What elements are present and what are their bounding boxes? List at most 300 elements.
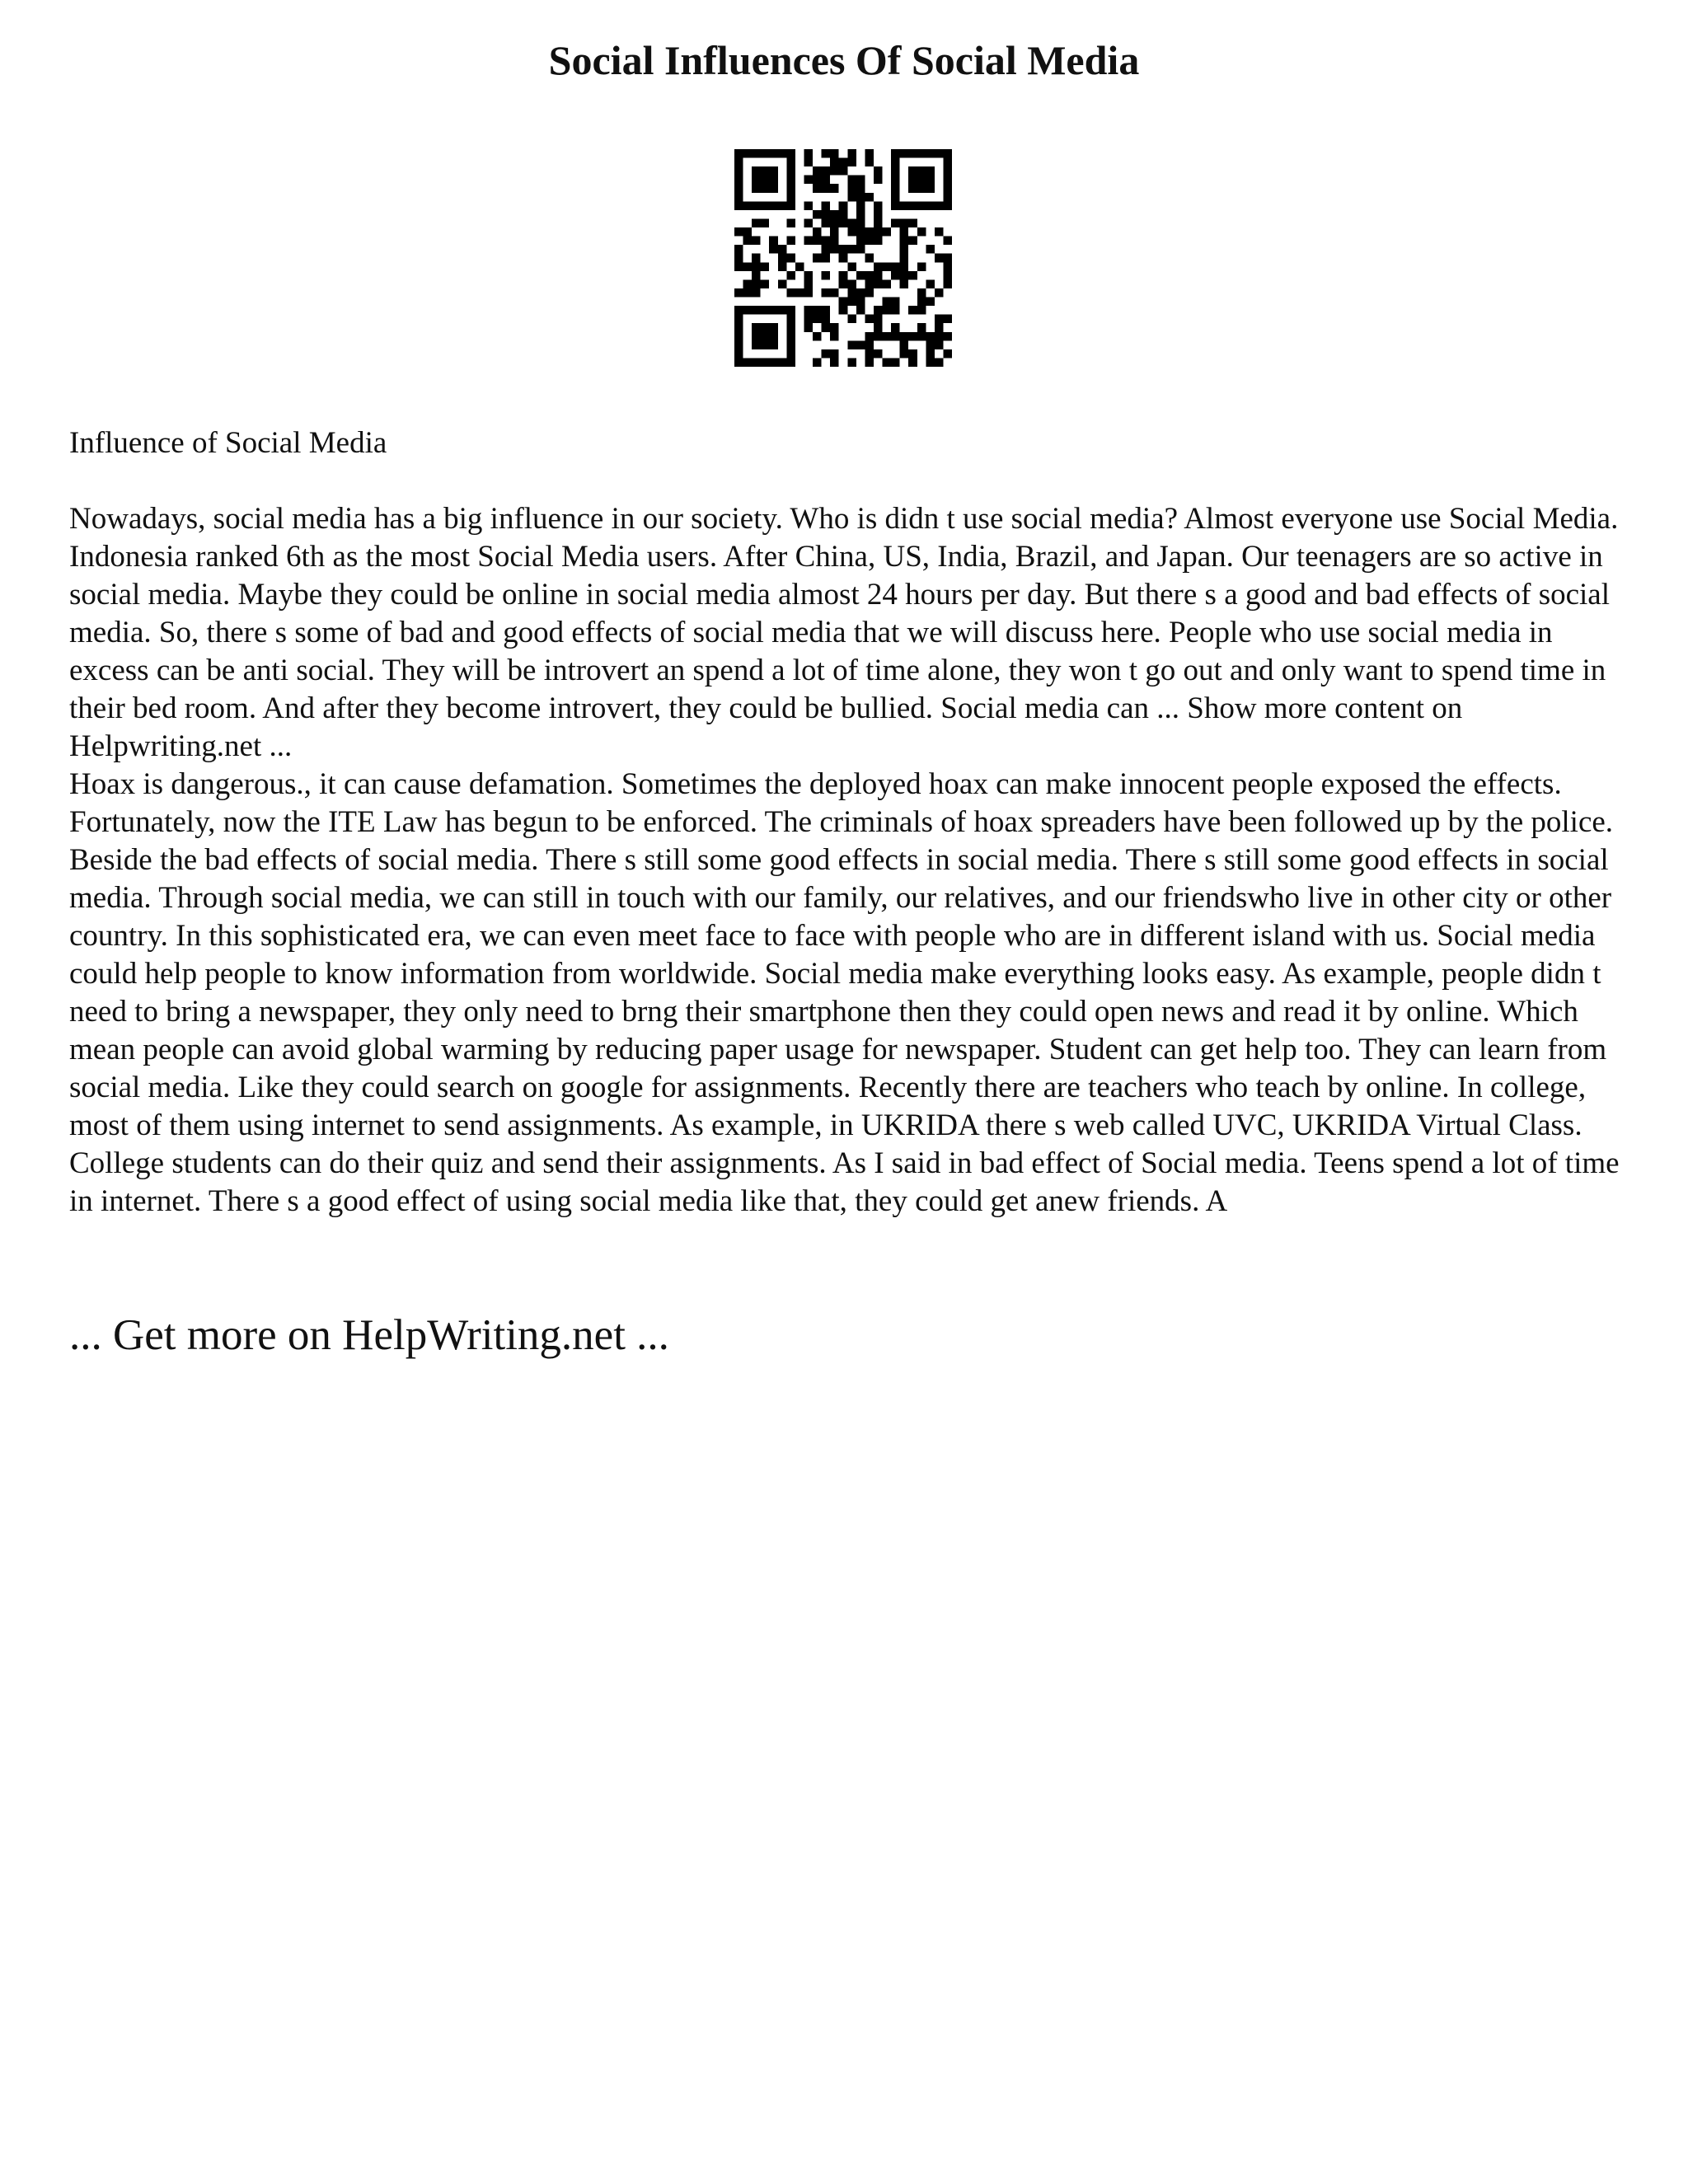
qr-module [839,201,848,210]
qr-module [847,218,856,227]
qr-module [822,306,831,315]
qr-module [926,358,935,367]
qr-module [839,279,848,288]
qr-module [935,315,944,324]
qr-module [891,358,900,367]
qr-module [822,184,831,193]
qr-module [752,288,761,298]
qr-module [830,358,839,367]
qr-module [883,262,892,271]
qr-module [917,323,926,332]
qr-module [734,254,743,263]
qr-module [734,201,743,210]
qr-module [761,332,770,341]
qr-module [734,227,743,237]
qr-module [786,306,795,315]
qr-module [786,340,795,349]
qr-module [908,166,917,176]
qr-module [891,298,900,307]
qr-module [822,288,831,298]
qr-module [926,201,935,210]
qr-module [778,149,787,158]
qr-module [786,349,795,359]
qr-module [822,323,831,332]
qr-module [874,323,883,332]
document-title: Social Influences Of Social Media [548,37,1140,83]
qr-module [935,149,944,158]
qr-module [943,332,952,341]
qr-module [856,237,865,246]
qr-module [822,176,831,185]
qr-module [856,271,865,280]
qr-module [856,227,865,237]
qr-module [935,332,944,341]
qr-module [752,166,761,176]
qr-module [891,158,900,167]
qr-module [926,166,935,176]
qr-module [874,349,883,359]
qr-module [743,262,753,271]
qr-module [822,201,831,210]
qr-module [874,201,883,210]
qr-module [926,349,935,359]
qr-module [769,323,778,332]
qr-module [883,227,892,237]
qr-module [935,340,944,349]
qr-module [786,237,795,246]
qr-module [839,271,848,280]
qr-module [813,332,822,341]
qr-module [847,149,856,158]
qr-module [804,288,813,298]
qr-module [865,340,874,349]
qr-module [943,158,952,167]
qr-module [900,279,909,288]
qr-module [813,184,822,193]
qr-module [804,315,813,324]
qr-module [883,358,892,367]
qr-module [856,218,865,227]
qr-module [734,332,743,341]
qr-module [891,323,900,332]
qr-module [856,184,865,193]
qr-module [900,254,909,263]
qr-module [943,237,952,246]
qr-module [786,254,795,263]
qr-module [822,349,831,359]
qr-module [865,254,874,263]
qr-module [917,288,926,298]
qr-module [891,193,900,202]
qr-module [865,349,874,359]
qr-module [935,254,944,263]
qr-module [734,262,743,271]
qr-module [752,332,761,341]
qr-module [847,358,856,367]
qr-module [874,237,883,246]
qr-module [822,210,831,219]
qr-module [856,193,865,202]
qr-module [874,332,883,341]
qr-module [874,271,883,280]
qr-module [917,201,926,210]
qr-module [804,149,813,158]
qr-module [804,201,813,210]
qr-module [908,271,917,280]
qr-module [891,218,900,227]
qr-module [935,358,944,367]
qr-module [752,340,761,349]
qr-module [830,288,839,298]
qr-module [778,279,787,288]
qr-module [813,358,822,367]
qr-module [769,166,778,176]
qr-module [761,358,770,367]
qr-module [943,262,952,271]
qr-module [908,184,917,193]
qr-module [786,166,795,176]
qr-module [804,218,813,227]
qr-module [778,245,787,254]
qr-module [908,358,917,367]
qr-module [830,332,839,341]
qr-module [786,201,795,210]
qr-module [943,315,952,324]
qr-module [847,298,856,307]
qr-module [874,262,883,271]
qr-module [874,218,883,227]
qr-module [900,149,909,158]
qr-module [908,176,917,185]
qr-module [734,306,743,315]
qr-module [734,193,743,202]
qr-module [856,176,865,185]
qr-module [752,358,761,367]
qr-module [743,227,753,237]
qr-module [917,306,926,315]
qr-module [926,149,935,158]
qr-module [752,149,761,158]
qr-module [830,218,839,227]
qr-module [917,262,926,271]
section-heading: Influence of Social Media [69,426,387,460]
qr-module [743,306,753,315]
qr-module [769,332,778,341]
qr-module [830,184,839,193]
qr-module [769,176,778,185]
qr-module [752,201,761,210]
qr-module [752,271,761,280]
qr-module [786,288,795,298]
qr-module [865,288,874,298]
qr-module [804,271,813,280]
qr-module [874,315,883,324]
qr-module [847,279,856,288]
qr-module [856,340,865,349]
qr-module [769,149,778,158]
qr-module [752,279,761,288]
qr-module [847,262,856,271]
qr-module [804,237,813,246]
qr-module [900,245,909,254]
qr-module [847,315,856,324]
qr-module [830,166,839,176]
qr-module [830,323,839,332]
qr-module [883,298,892,307]
qr-module [804,158,813,167]
qr-module [786,158,795,167]
qr-module [734,245,743,254]
qr-module [786,218,795,227]
qr-module [752,262,761,271]
qr-module [891,201,900,210]
qr-module [786,176,795,185]
qr-module [813,254,822,263]
qr-module [795,262,804,271]
qr-module [769,340,778,349]
qr-module [917,184,926,193]
qr-module [813,176,822,185]
qr-module [734,340,743,349]
qr-module [822,315,831,324]
qr-module [943,149,952,158]
qr-module [943,176,952,185]
qr-module [734,358,743,367]
qr-module [839,298,848,307]
qr-module [926,245,935,254]
qr-module [917,298,926,307]
qr-module [943,271,952,280]
qr-module [908,149,917,158]
qr-module [856,288,865,298]
qr-module [891,176,900,185]
qr-module [900,227,909,237]
qr-module [900,349,909,359]
qr-module [917,176,926,185]
qr-module [926,279,935,288]
qr-module [743,201,753,210]
qr-module [752,306,761,315]
qr-module [943,184,952,193]
qr-module [874,306,883,315]
qr-module [900,262,909,271]
qr-module [891,184,900,193]
qr-module [917,166,926,176]
qr-module [847,245,856,254]
qr-module [761,176,770,185]
qr-module [865,279,874,288]
qr-module [813,210,822,219]
qr-module [839,254,848,263]
qr-module [734,158,743,167]
qr-module [865,358,874,367]
qr-module [874,166,883,176]
qr-module [839,158,848,167]
qr-module [786,315,795,324]
qr-module [935,201,944,210]
qr-module [743,358,753,367]
qr-module [804,176,813,185]
qr-module [943,254,952,263]
qr-module [839,306,848,315]
qr-module [813,166,822,176]
qr-module [891,271,900,280]
qr-module [908,306,917,315]
qr-module [734,166,743,176]
qr-module [908,201,917,210]
qr-module [734,349,743,359]
qr-module [917,227,926,237]
qr-module [752,237,761,246]
qr-module [883,306,892,315]
qr-module [813,227,822,237]
qr-module [856,306,865,315]
qr-module [830,349,839,359]
qr-module [865,149,874,158]
qr-module [908,218,917,227]
qr-module [900,201,909,210]
qr-module [883,279,892,288]
qr-module [839,166,848,176]
qr-module [734,184,743,193]
qr-module [865,193,874,202]
qr-module [769,201,778,210]
qr-module [761,184,770,193]
qr-code-icon [734,149,952,367]
qr-module [856,245,865,254]
qr-module [865,237,874,246]
qr-module [752,323,761,332]
qr-module [786,193,795,202]
qr-module [830,158,839,167]
qr-module [822,271,831,280]
body-paragraph-1: Nowadays, social media has a big influence in our society. Who is didn t use social media? Almost everyone use Social Media. Indonesia ranked 6th as the most Social Media users. After China, US, India, Brazil, and Japan. Our teenagers are so active in social media. Maybe they could be online in social media almost 24 hours per day. But there s a good and bad effects of social media. So, there s some of bad and good effects of social media that we will discuss here. People who use social media in excess can be anti social. They will be introvert an spend a lot of time alone, they won t go out and only want to spend time in their bed room. And after they become introvert, they could be bullied. Social media can ... Show more content on Helpwriting.net ... [69,502,1619,763]
qr-module [943,166,952,176]
qr-module [926,176,935,185]
qr-module [752,176,761,185]
qr-module [734,315,743,324]
qr-module [900,340,909,349]
qr-module [734,288,743,298]
qr-module [865,158,874,167]
qr-module [943,279,952,288]
qr-module [761,166,770,176]
qr-module [761,323,770,332]
qr-module [804,306,813,315]
qr-module [943,349,952,359]
qr-module [813,237,822,246]
qr-module [769,358,778,367]
qr-module [874,227,883,237]
qr-module [830,149,839,158]
qr-module [926,184,935,193]
qr-module [917,149,926,158]
qr-module [734,149,743,158]
qr-module [786,323,795,332]
qr-module [752,218,761,227]
qr-module [839,210,848,219]
qr-module [935,323,944,332]
qr-module [891,149,900,158]
qr-module [926,340,935,349]
qr-module [943,201,952,210]
qr-module [908,237,917,246]
qr-module [865,315,874,324]
qr-module [874,279,883,288]
qr-module [786,358,795,367]
qr-module [926,332,935,341]
qr-module [900,332,909,341]
qr-module [891,306,900,315]
qr-module [769,306,778,315]
qr-module [830,245,839,254]
qr-module [900,271,909,280]
qr-module [900,218,909,227]
qr-module [822,237,831,246]
qr-module [786,149,795,158]
qr-module [761,279,770,288]
qr-module [847,184,856,193]
qr-module [769,245,778,254]
qr-module [856,210,865,219]
qr-module [761,340,770,349]
qr-module [804,323,813,332]
qr-module [865,332,874,341]
qr-module [822,245,831,254]
qr-module [935,288,944,298]
qr-module [917,332,926,341]
qr-module [786,271,795,280]
qr-module [839,218,848,227]
qr-module [743,149,753,158]
qr-module [856,201,865,210]
qr-module [769,237,778,246]
qr-module [795,288,804,298]
qr-module [786,332,795,341]
body-paragraph-2: Hoax is dangerous., it can cause defamation. Sometimes the deployed hoax can make innocent people exposed the effects. Fortunately, now the ITE Law has begun to be enforced. The criminals of hoax spreaders have been followed up by the police. Beside the bad effects of social media. There s still some good effects in social media. There s still some good effects in social media. Through social media, we can still in touch with our family, our relatives, and our friendswho live in other city or other country. In this sophisticated era, we can even meet face to face with people who are in different island with us. Social media could help people to know information from worldwide. Social media make everything looks easy. As example, people didn t need to bring a newspaper, they only need to brng their smartphone then they could open news and read it by online. Which mean people can avoid global warming by reducing paper usage for newspaper. Student can get help too. They can learn from social media. Like they could search on google for assignments. Recently there are teachers who teach by online. In college, most of them using internet to send assignments. As example, in UKRIDA there s web called UVC, UKRIDA Virtual Class. College students can do their quiz and send their assignments. As I said in bad effect of Social media. Teens spend a lot of time in internet. There s a good effect of using social media like that, they could get anew friends. A [69,767,1620,1218]
qr-module [847,340,856,349]
qr-module [822,166,831,176]
qr-module [813,315,822,324]
qr-module [743,288,753,298]
qr-module [908,332,917,341]
qr-module [743,279,753,288]
qr-module [847,227,856,237]
qr-module [734,176,743,185]
qr-module [874,210,883,219]
qr-module [847,158,856,167]
qr-module [847,193,856,202]
qr-module [761,149,770,158]
qr-module [769,184,778,193]
qr-module [891,332,900,341]
qr-module [839,245,848,254]
qr-module [743,237,753,246]
qr-module [752,254,761,263]
qr-module [734,323,743,332]
qr-module [778,254,787,263]
qr-module [830,210,839,219]
qr-module [813,306,822,315]
qr-module [761,306,770,315]
qr-module [926,298,935,307]
qr-module [856,298,865,307]
get-more-link[interactable]: ... Get more on HelpWriting.net ... [69,1311,669,1359]
qr-module [847,176,856,185]
qr-module [752,184,761,193]
qr-module [908,349,917,359]
qr-module [804,279,813,288]
